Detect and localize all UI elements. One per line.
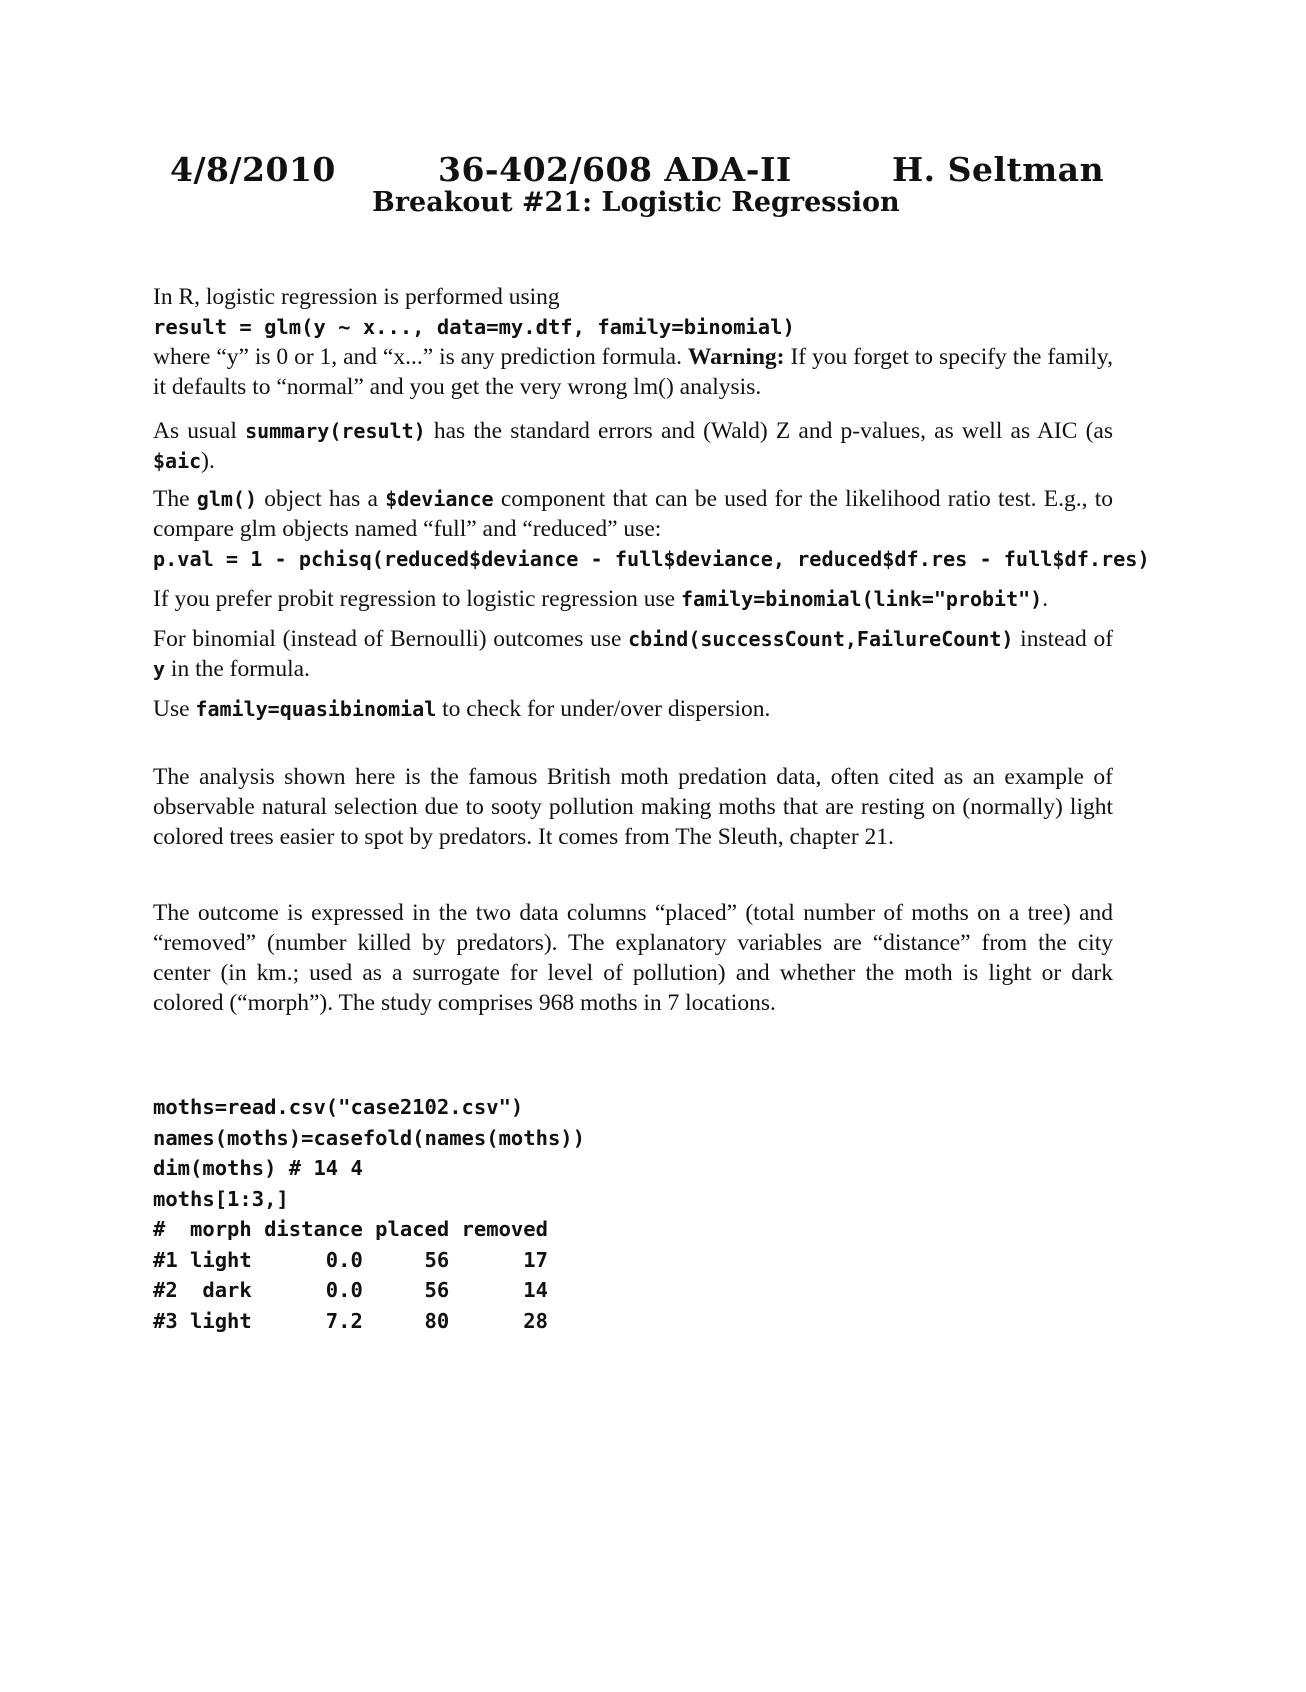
page-title: Breakout #21: Logistic Regression: [372, 187, 900, 218]
warning-text: If you forget to specify the family, it defaults to “normal” and you get the very wrong lm() analysis.: [153, 344, 1114, 400]
intro-warning-paragraph: [153, 342, 1113, 402]
pval-code: p.val = 1 - pchisq(reduced$deviance - full$deviance, reduced$df.res - full$df.res): [153, 547, 1150, 571]
deviance-post: component that can be used for the likelihood ratio test. E.g., to compare glm objects named “full” and “reduced” use:: [153, 486, 1114, 542]
probit-post: .: [1042, 586, 1049, 612]
probit-paragraph: [153, 584, 1113, 614]
intro-section: [153, 282, 1113, 402]
header-course: 36-402/608 ADA-II: [438, 150, 792, 189]
deviance-mid: object has a: [264, 486, 378, 512]
code-line: names(moths)=casefold(names(moths)): [153, 1125, 585, 1150]
deviance-code: $deviance: [385, 487, 494, 511]
summary-pre: As usual: [153, 418, 237, 444]
analysis-paragraph: The analysis shown here is the famous British moth predation data, often cited as an example of observable natural selection due to sooty pollution making moths that are resting on (normally) light colored trees easier to spot by predators. It comes from The Sleuth, chapter 21.: [153, 764, 1113, 850]
binomial-pre: For binomial (instead of Bernoulli) outcomes use: [153, 626, 622, 652]
outcome-paragraph: The outcome is expressed in the two data columns “placed” (total number of moths on a tree) and “removed” (number killed by predators). The explanatory variables are “distance” from the city center (in km.; used as a surrogate for level of pollution) and whether the moth is light or dark colored (“morph”). The study comprises 968 moths in 7 locations.: [153, 900, 1113, 1016]
glm-object-code: glm(): [196, 487, 258, 511]
code-line: # morph distance placed removed: [153, 1217, 548, 1241]
quasibinomial-code: family=quasibinomial: [195, 697, 437, 721]
y-code: y: [153, 657, 166, 681]
quasi-paragraph: [153, 694, 1113, 724]
deviance-paragraph: [153, 484, 1113, 544]
binomial-paragraph: [153, 624, 1113, 684]
where-text: where “y” is 0 or 1, and “x...” is any prediction formula.: [153, 344, 682, 370]
cbind-code: cbind(successCount,FailureCount): [628, 627, 1014, 651]
deviance-pre: The: [153, 486, 190, 512]
summary-code: summary(result): [245, 419, 426, 443]
summary-mid: has the standard errors and (Wald) Z and p-values, as well as AIC (as: [433, 418, 1114, 444]
code-line: #2 dark 0.0 56 14: [153, 1278, 548, 1302]
code-line: #3 light 7.2 80 28: [153, 1308, 548, 1333]
code-line: moths=read.csv("case2102.csv"): [153, 1095, 524, 1119]
summary-post: ).: [201, 448, 215, 474]
binomial-mid: instead of: [1020, 626, 1114, 652]
quasi-pre: Use: [153, 696, 190, 722]
r-code-block: [153, 1092, 585, 1336]
code-line: dim(moths) # 14 4: [153, 1156, 363, 1180]
code-line: #1 light 0.0 56 17: [153, 1247, 548, 1272]
aic-code: $aic: [153, 449, 202, 473]
probit-code: family=binomial(link="probit"): [680, 587, 1043, 611]
glm-call-code: result = glm(y ~ x..., data=my.dtf, family=binomial): [153, 315, 795, 339]
binomial-post: in the formula.: [170, 656, 310, 682]
header-author: H. Seltman: [892, 150, 1105, 189]
quasi-post: to check for under/over dispersion.: [442, 696, 771, 722]
header-date: 4/8/2010: [170, 150, 336, 189]
probit-pre: If you prefer probit regression to logistic regression use: [153, 586, 676, 612]
warning-label: Warning:: [687, 344, 785, 370]
code-line: moths[1:3,]: [153, 1186, 289, 1211]
summary-paragraph: [153, 416, 1113, 476]
intro-line: In R, logistic regression is performed using: [153, 284, 560, 310]
